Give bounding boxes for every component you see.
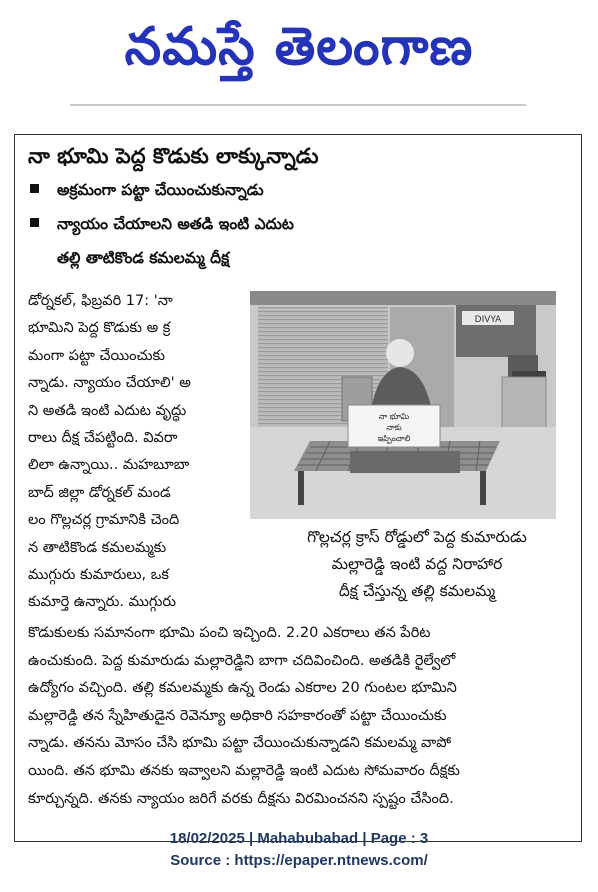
subhead-1-text: అక్రమంగా పట్టా చేయించుకున్నాడు — [57, 181, 264, 199]
body-line: ఉద్యోగం వచ్చింది. తల్లి కమలమ్మకు ఉన్న రెండు ఎకరాల 20 గుంటల భూమిని — [28, 680, 457, 697]
column-line: న తాటికొండ కమలమ్మకు — [28, 539, 167, 556]
column-line: భూమిని పెద్ద కొడుకు అ క్ర — [28, 320, 171, 337]
body-line: న్నాడు. తనను మోసం చేసి భూమి పట్టా చేయించుకున్నాడని కమలమ్మ వాపో — [28, 735, 451, 752]
masthead-divider — [70, 104, 526, 106]
photo-caption — [272, 524, 562, 605]
placard-line-3: ఇప్పించాలి — [377, 434, 411, 443]
caption-line: మల్లారెడ్డి ఇంటి వద్ద నిరాహార — [331, 555, 503, 573]
subhead-3 — [57, 246, 229, 270]
column-line: మంగా పట్టా చేయించుకు — [28, 347, 166, 364]
column-line: బాద్‌ జిల్లా డోర్నకల్‌ మండ — [28, 484, 171, 501]
body-line: యింది. తన భూమి తనకు ఇవ్వాలని మల్లారెడ్డి ఇంటి ఎదుట సోమవారం దీక్షకు — [28, 762, 460, 779]
subhead-2 — [30, 212, 294, 236]
news-photo — [250, 291, 556, 519]
subhead-1 — [30, 178, 264, 202]
body-line: ఉంచుకుంది. పెద్ద కుమారుడు మల్లారెడ్డిని బాగా చదివించింది. అతడికి రైల్వేలో — [28, 652, 456, 669]
masthead-title: నమస్తే తెలంగాణ — [124, 17, 474, 77]
subhead-3-text: తల్లి తాటికొండ కమలమ్మ దీక్ష — [57, 249, 230, 267]
caption-line: గొల్లచర్ల క్రాస్‌ రోడ్డులో పెద్ద కుమారుడు — [307, 528, 527, 546]
article-column-text — [28, 288, 242, 617]
bullet-square-icon — [30, 218, 39, 227]
article-headline: నా భూమి పెద్ద కొడుకు లాక్కున్నాడు — [28, 144, 319, 168]
column-line: డోర్నకల్‌, ఫిబ్రవరి 17: 'నా — [28, 293, 173, 309]
column-line: కుమార్తె ఉన్నారు. ముగ్గురు — [28, 594, 177, 611]
column-line: న్నాడు. న్యాయం చేయాలి' అ — [28, 375, 191, 392]
body-line: మల్లారెడ్డి తన స్నేహితుడైన రెవెన్యూ అధికారి సహకారంతో పట్టా చేయించుకు — [28, 707, 447, 724]
column-line: లిలా ఉన్నాయి.. మహబూబా — [28, 457, 190, 474]
article-body-text — [28, 620, 568, 813]
bullet-square-icon — [30, 184, 39, 193]
column-line: లం గొల్లచర్ల గ్రామానికి చెంది — [28, 512, 180, 529]
news-photo-illustration — [250, 291, 556, 519]
placard-line-1: నా భూమి — [378, 412, 410, 421]
body-line: కొడుకులకు సమానంగా భూమి పంచి ఇచ్చింది. 2.20 ఎకరాలు తన పేరిట — [28, 625, 431, 641]
shop-sign-text: DIVYA — [474, 315, 502, 325]
subhead-2-text: న్యాయం చేయాలని అతడి ఇంటి ఎదుట — [57, 215, 294, 233]
column-line: రాలు దీక్ష చేపట్టింది. వివరా — [28, 430, 178, 447]
footer-date-edition: 18/02/2025 | Mahabubabad | Page : 3 — [169, 830, 429, 847]
placard-line-2: నాకు — [386, 423, 402, 432]
column-line: ముగ్గురు కుమారులు, ఒక — [28, 567, 169, 584]
column-line: ని అతడి ఇంటి ఎదుట వృద్ధు — [28, 402, 187, 419]
body-line: కూర్చున్నది. తనకు న్యాయం జరిగే వరకు దీక్షను విరమించనని స్పష్టం చేసింది. — [28, 790, 454, 807]
footer-source: Source : https://epaper.ntnews.com/ — [170, 852, 428, 869]
caption-line: దీక్ష చేస్తున్న తల్లి కమలమ్మ — [338, 582, 496, 600]
